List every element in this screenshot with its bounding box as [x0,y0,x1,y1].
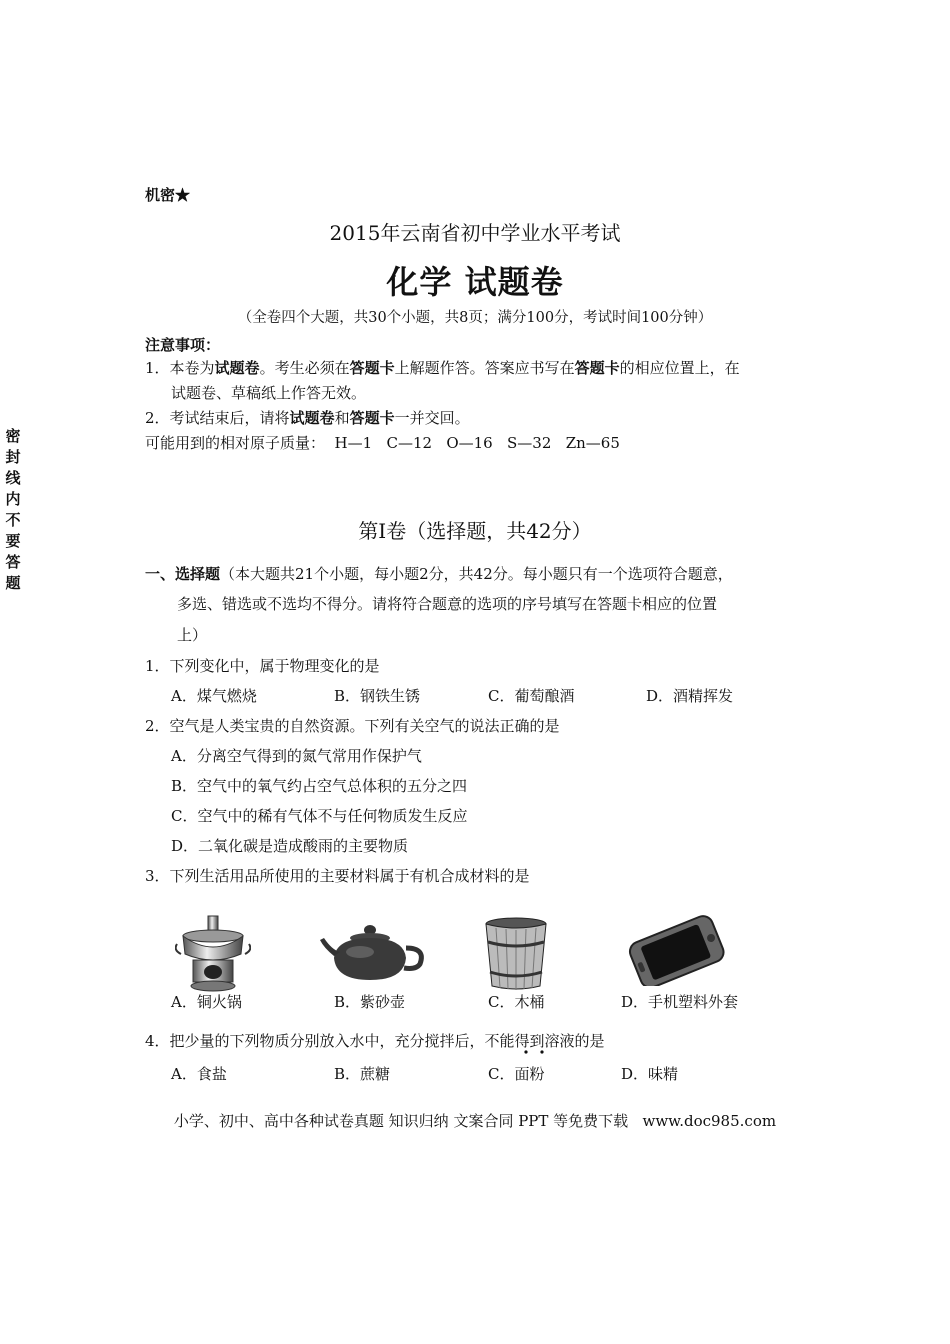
notes-emphasis: 答题卡 [574,359,620,377]
phone-case-image [626,914,726,986]
q4-option-d: D．味精 [621,1065,679,1083]
emphasis-dots [520,1048,550,1056]
notes-text: 上解题作答。答案应书写在 [394,359,575,377]
exam-title: 2015年云南省初中学业水平考试 [329,221,621,245]
notes-item-1-cont: 试题卷、草稿纸上作答无效。 [171,384,367,402]
part-desc: （本大题共21个小题，每小题2分，共42分。每小题只有一个选项符合题意， [220,565,733,583]
q4-option-c: C．面粉 [488,1065,545,1083]
notes-emphasis: 答题卡 [349,409,395,427]
part-intro [145,565,733,585]
section-title: 第Ⅰ卷（选择题，共42分） [358,519,592,543]
notes-text: 2．考试结束后，请将 [145,409,290,427]
paper-subtitle: 化学 试题卷 [386,263,564,301]
notes-text: 1．本卷为 [145,359,215,377]
question-1-stem: 1．下列变化中，属于物理变化的是 [145,657,380,675]
part-label: 一、选择题 [145,565,221,583]
q3-option-a: A．铜火锅 [171,993,242,1011]
q3-option-d: D．手机塑料外套 [621,993,739,1011]
exam-info: （全卷四个大题，共30个小题，共8页；满分100分，考试时间100分钟） [237,310,713,326]
notes-text: 和 [334,409,350,427]
notes-item-1 [145,359,740,379]
q1-option-c: C．葡萄酿酒 [488,687,575,705]
notes-heading: 注意事项： [145,336,221,354]
seal-line-note: 密封线内不要答题 [5,427,21,592]
q1-option-b: B．钢铁生锈 [334,687,421,705]
secret-mark: 机密★ [145,186,191,204]
notes-emphasis: 答题卡 [349,359,395,377]
notes-emphasis: 试题卷 [289,409,335,427]
notes-text: 的相应位置上，在 [619,359,740,377]
q4-option-b: B．蔗糖 [334,1065,391,1083]
q3-option-b: B．紫砂壶 [334,993,406,1011]
q1-option-a: A．煤气燃烧 [171,687,257,705]
question-3-stem: 3．下列生活用品所使用的主要材料属于有机合成材料的是 [145,867,530,885]
wooden-bucket-image [482,916,550,992]
q2-option-a: A．分离空气得到的氮气常用作保护气 [171,747,422,765]
notes-emphasis: 试题卷 [214,359,260,377]
notes-text: 。考生必须在 [259,359,350,377]
question-4-stem: 4．把少量的下列物质分别放入水中，充分搅拌后，不能得到溶液的是 [145,1032,605,1050]
q4-option-a: A．食盐 [171,1065,227,1083]
copper-hotpot-image [175,914,251,994]
question-2-stem: 2．空气是人类宝贵的自然资源。下列有关空气的说法正确的是 [145,717,560,735]
notes-item-2 [145,409,470,429]
part-desc-line3: 上） [177,626,208,644]
part-desc-line2: 多选、错选或不选均不得分。请将符合题意的选项的序号填写在答题卡相应的位置 [177,595,718,613]
q2-option-d: D．二氧化碳是造成酸雨的主要物质 [171,837,409,855]
clay-teapot-image [320,918,428,986]
q2-option-c: C．空气中的稀有气体不与任何物质发生反应 [171,807,468,825]
q2-option-b: B．空气中的氧气约占空气总体积的五分之四 [171,777,468,795]
q3-option-c: C．木桶 [488,993,545,1011]
q1-option-d: D．酒精挥发 [646,687,734,705]
notes-text: 一并交回。 [394,409,470,427]
footer-text: 小学、初中、高中各种试卷真题 知识归纳 文案合同 PPT 等免费下载 www.doc985.com [173,1112,777,1130]
atomic-masses: 可能用到的相对原子质量： H—1 C—12 O—16 S—32 Zn—65 [145,434,620,452]
